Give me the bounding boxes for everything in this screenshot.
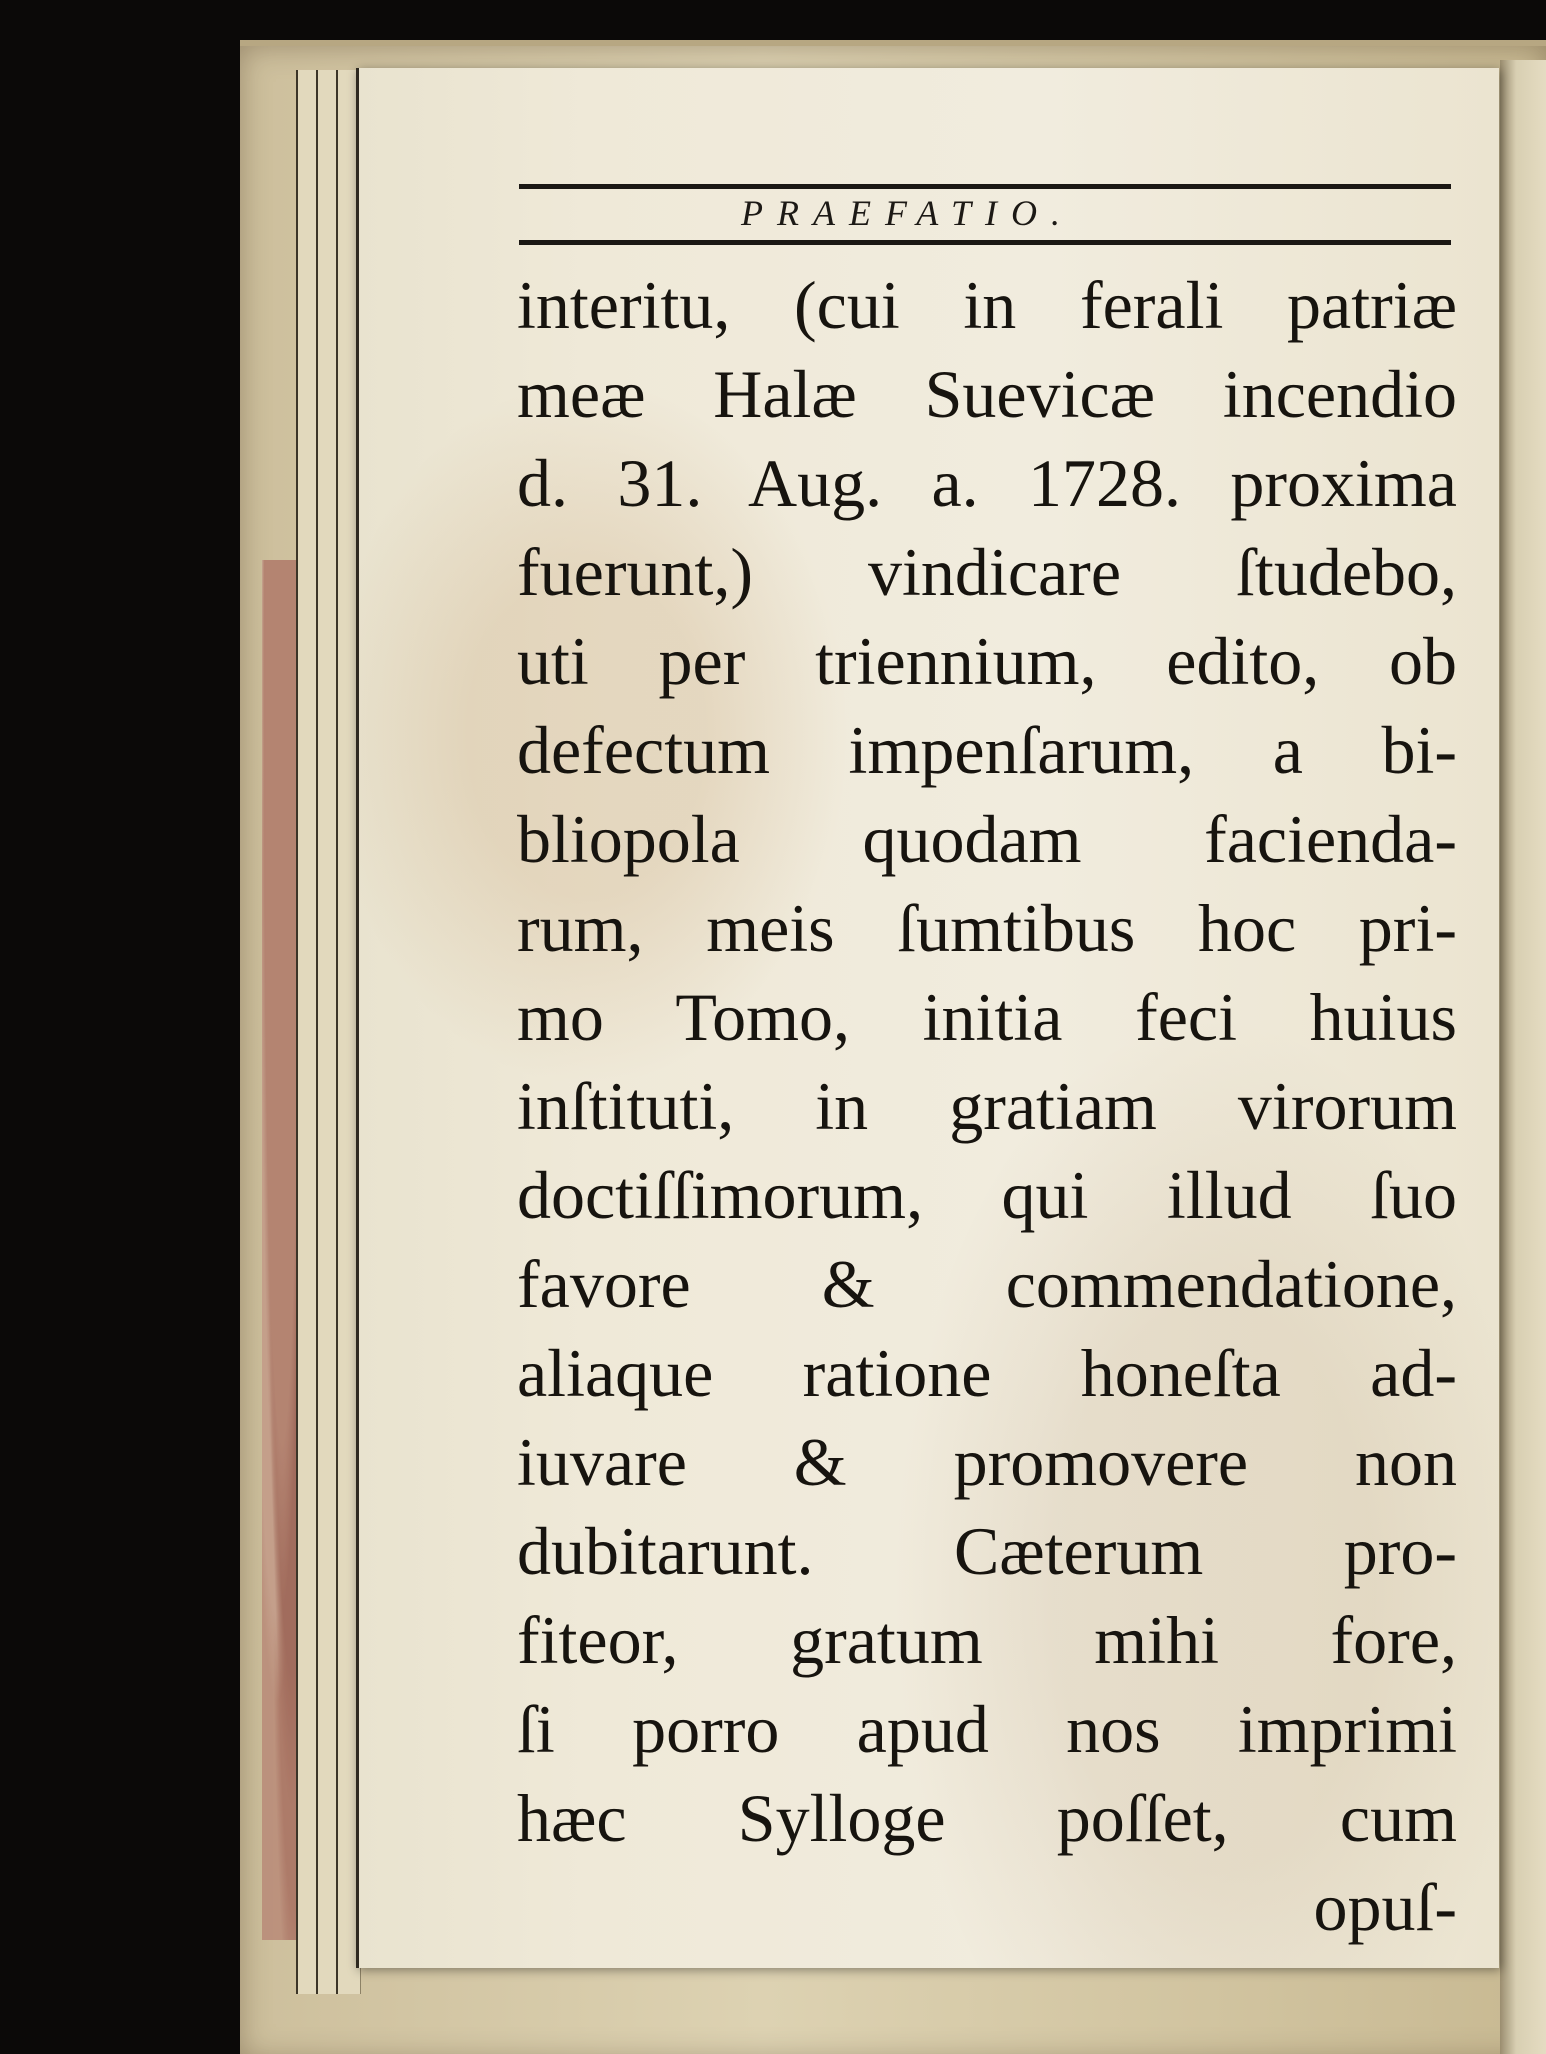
text-line: interitu, (cui in ferali patriæ [517, 267, 1457, 343]
text-line: fiteor, gratum mihi fore, [517, 1602, 1457, 1678]
header-rule-bottom [519, 240, 1451, 245]
book-page [356, 68, 1499, 1968]
text-line: defectum impenſarum, a bi- [517, 712, 1457, 788]
text-line: mo Tomo, initia feci huius [517, 979, 1457, 1055]
text-line: doctiſſimorum, qui illud ſuo [517, 1157, 1457, 1233]
text-line: favore & commendatione, [517, 1246, 1457, 1322]
catchword: opuſ- [1313, 1869, 1457, 1945]
text-line: uti per triennium, edito, ob [517, 623, 1457, 699]
text-line: fuerunt,) vindicare ſtudebo, [517, 534, 1457, 610]
page-body-text [517, 261, 1457, 1952]
text-line: aliaque ratione honeſta ad- [517, 1335, 1457, 1411]
text-line: meæ Halæ Suevicæ incendio [517, 356, 1457, 432]
text-line: iuvare & promovere non [517, 1424, 1457, 1500]
text-line: rum, meis ſumtibus hoc pri- [517, 890, 1457, 966]
running-head: PRAEFATIO. [741, 193, 1074, 233]
text-line: hæc Sylloge poſſet, cum [517, 1780, 1457, 1856]
text-line: ſi porro apud nos imprimi [517, 1691, 1457, 1767]
facing-page-edge [1500, 60, 1546, 2054]
text-line: dubitarunt. Cæterum pro- [517, 1513, 1457, 1589]
text-line: d. 31. Aug. a. 1728. proxima [517, 445, 1457, 521]
text-line: bliopola quodam facienda- [517, 801, 1457, 877]
text-line: inſtituti, in gratiam virorum [517, 1068, 1457, 1144]
